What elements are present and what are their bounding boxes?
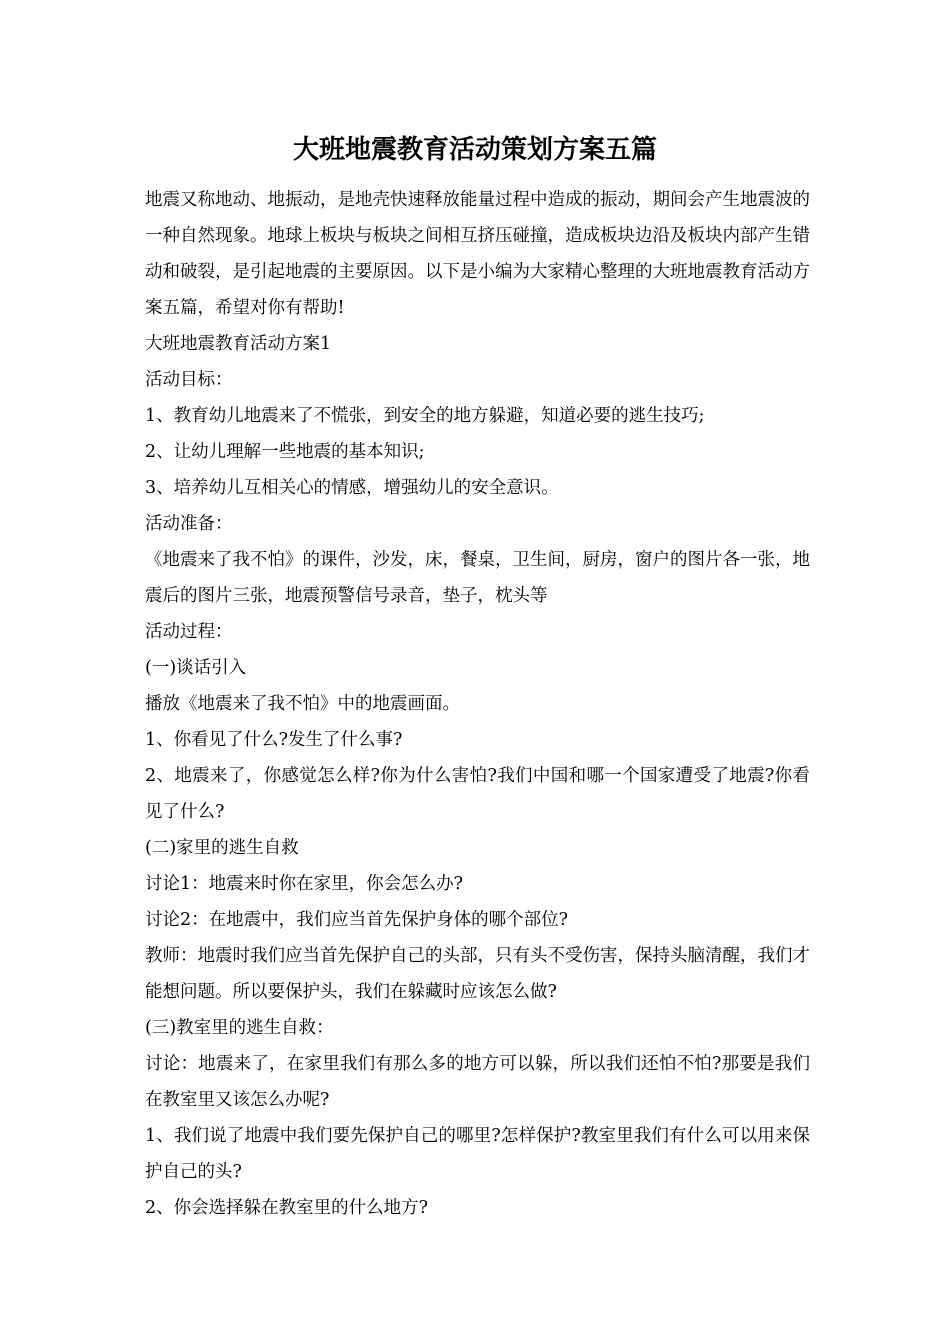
goal-item: 2、让幼儿理解一些地震的基本知识; [145,442,425,462]
discussion-item: 讨论1：地震来时你在家里，你会怎么办? [145,874,464,894]
subheading-goals: 活动目标： [145,370,233,390]
process-step-heading: (二)家里的逃生自救 [145,838,299,858]
question-item: 2、你会选择躲在教室里的什么地方? [145,1198,429,1218]
section-heading: 大班地震教育活动方案1 [145,334,332,354]
document-title: 大班地震教育活动策划方案五篇 [292,135,657,165]
process-step-heading: (一)谈话引入 [145,658,247,678]
teacher-paragraph: 教师：地震时我们应当首先保护自己的头部，只有头不受伤害，保持头脑清醒，我们才能想问题。所以要保护头，我们在躲藏时应该怎么做? [145,946,810,1002]
goal-item: 1、教育幼儿地震来了不慌张，到安全的地方躲避，知道必要的逃生技巧; [145,406,705,426]
subheading-preparation: 活动准备： [145,514,233,534]
discussion-item: 讨论：地震来了，在家里我们有那么多的地方可以躲，所以我们还怕不怕?那要是我们在教室里又该怎么办呢? [145,1054,810,1110]
question-item: 1、我们说了地震中我们要先保护自己的哪里?怎样保护?教室里我们有什么可以用来保护自己的头? [145,1126,810,1182]
question-item: 1、你看见了什么?发生了什么事? [145,730,403,750]
subheading-process: 活动过程： [145,622,233,642]
question-item: 2、地震来了，你感觉怎么样?你为什么害怕?我们中国和哪一个国家遭受了地震?你看见了什么? [145,766,810,822]
document-body [145,182,810,1226]
process-paragraph: 播放《地震来了我不怕》中的地震画面。 [145,694,460,714]
process-step-heading: (三)教室里的逃生自救： [145,1018,334,1038]
discussion-item: 讨论2：在地震中，我们应当首先保护身体的哪个部位? [145,910,569,930]
intro-paragraph: 地震又称地动、地振动，是地壳快速释放能量过程中造成的振动，期间会产生地震波的一种自然现象。地球上板块与板块之间相互挤压碰撞，造成板块边沿及板块内部产生错动和破裂，是引起地震的主要原因。以下是小编为大家精心整理的大班地震教育活动方案五篇，希望对你有帮助! [145,190,810,318]
goal-item: 3、培养幼儿互相关心的情感，增强幼儿的安全意识。 [145,478,559,498]
preparation-paragraph: 《地震来了我不怕》的课件，沙发，床，餐桌，卫生间，厨房，窗户的图片各一张，地震后的图片三张，地震预警信号录音，垫子，枕头等 [145,550,810,606]
